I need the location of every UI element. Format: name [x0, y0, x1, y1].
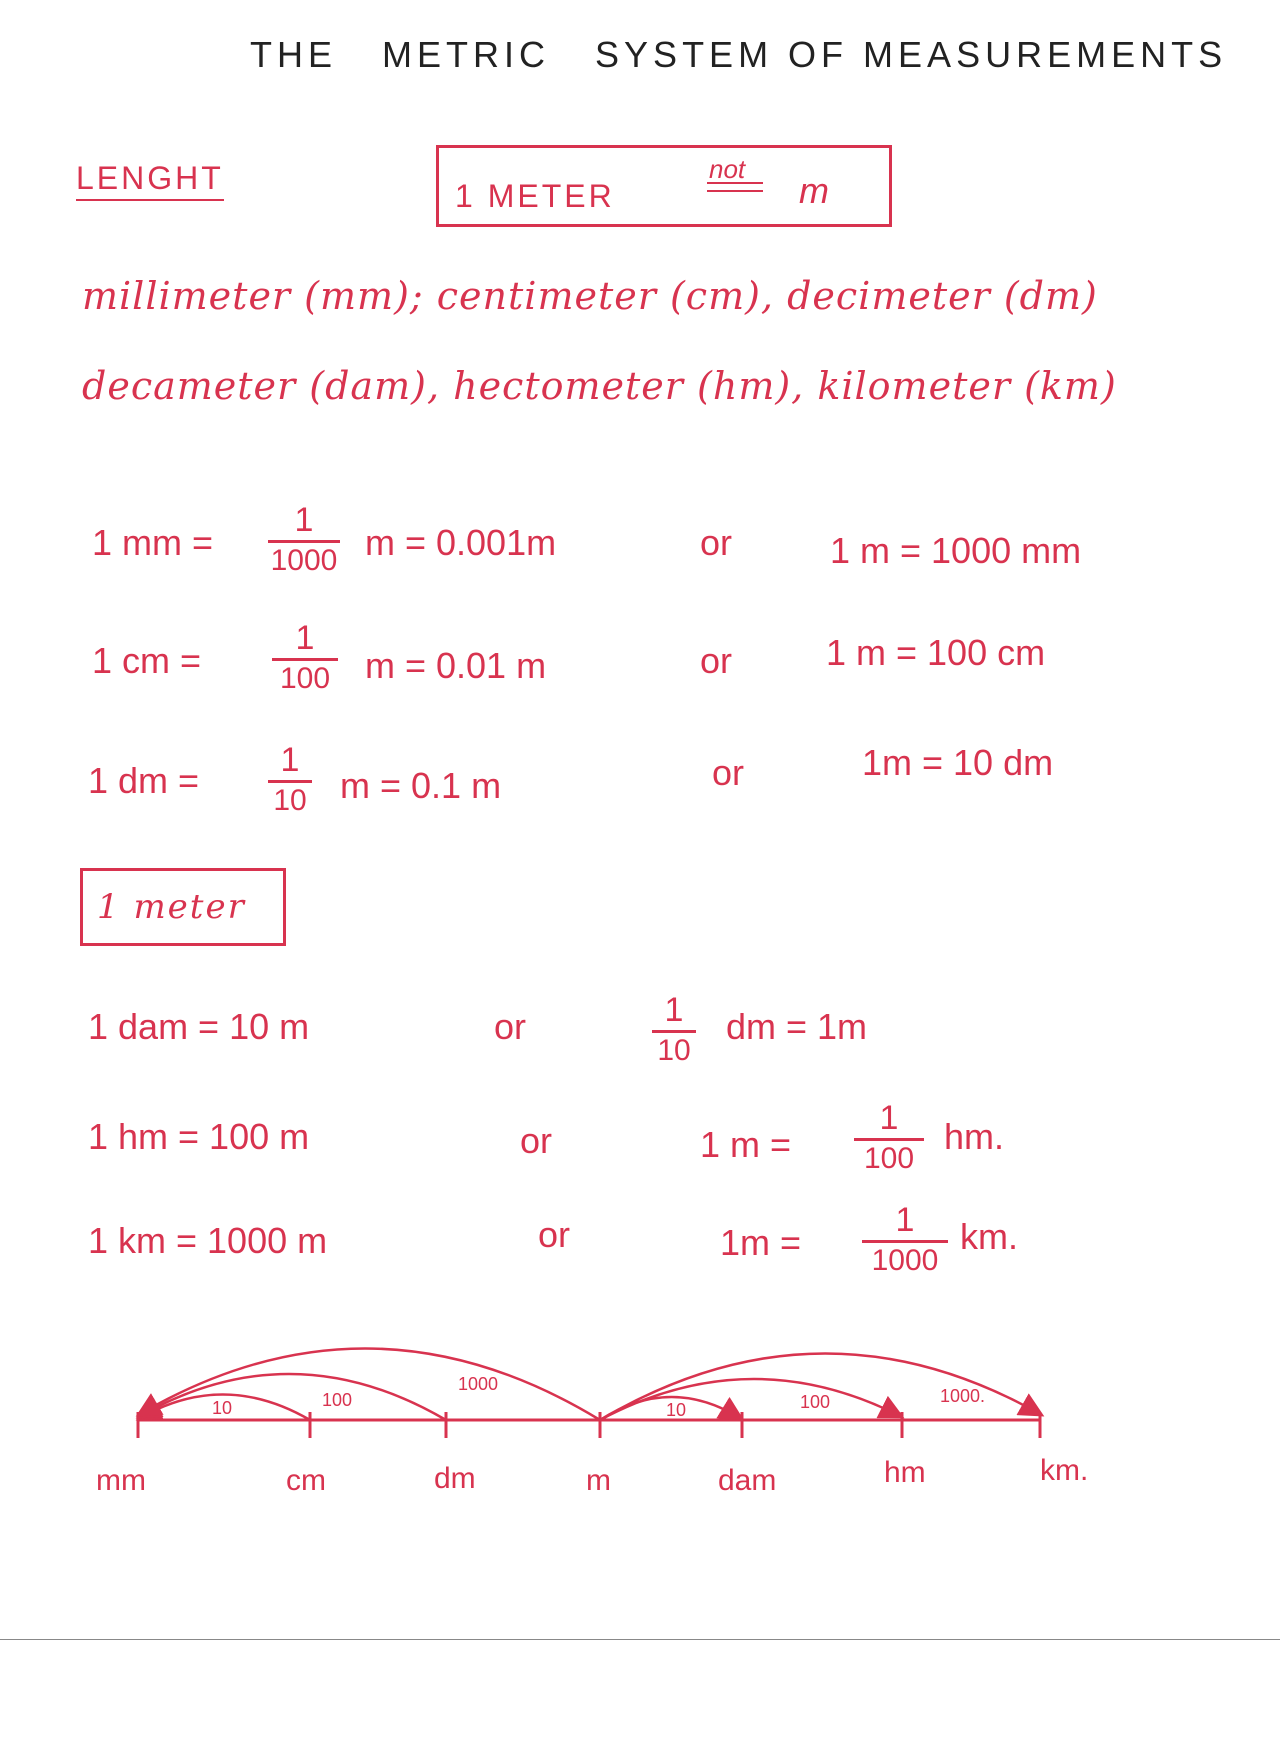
scale-label: dam — [718, 1464, 777, 1497]
or-text: or — [494, 1006, 527, 1047]
arc-label: 10 — [666, 1400, 687, 1420]
or-text: or — [520, 1120, 553, 1161]
meter-label: 1 METER — [455, 178, 615, 214]
scale-label: dm — [434, 1462, 476, 1495]
title-word-metric: METRIC — [382, 34, 551, 75]
conversion-scale-diagram — [0, 1320, 1280, 1520]
fraction — [652, 992, 696, 1067]
row-right: 1m = 10 dm — [862, 742, 1054, 783]
or-text: or — [712, 752, 745, 793]
row-value: km. — [960, 1216, 1018, 1257]
fraction-denominator: 10 — [273, 784, 307, 817]
row-pre: 1 m = — [700, 1124, 792, 1165]
row-value: m = 0.001m — [365, 522, 557, 563]
row-left: 1 dam = 10 m — [88, 1006, 310, 1047]
fraction-denominator: 100 — [279, 662, 331, 695]
fraction — [854, 1100, 924, 1175]
row-left: 1 dm = — [88, 760, 200, 801]
fraction — [272, 620, 338, 695]
page-title — [250, 34, 1250, 76]
arc-dm-to-mm — [140, 1374, 446, 1420]
fraction-denominator: 100 — [863, 1142, 915, 1175]
or-text: or — [700, 522, 733, 563]
fraction-bar — [862, 1240, 948, 1243]
row-value: m = 0.1 m — [340, 765, 502, 806]
fraction-bar — [272, 658, 338, 661]
arc-m-to-hm — [600, 1379, 900, 1420]
units-line-2: decameter (dam), hectometer (hm), kilometer (km) — [82, 364, 1117, 408]
equals-line-top — [707, 182, 763, 184]
fraction-numerator: 1 — [664, 991, 684, 1029]
fraction-numerator: 1 — [294, 501, 314, 539]
fraction-bar — [268, 540, 340, 543]
fraction-numerator: 1 — [280, 741, 300, 779]
fraction — [268, 742, 312, 817]
scale-label: cm — [286, 1464, 326, 1497]
meter-box-small — [80, 868, 286, 946]
scale-label: mm — [96, 1464, 146, 1497]
scale-label: km. — [1040, 1454, 1089, 1487]
units-line-1: millimeter (mm); centimeter (cm), decimeter (dm) — [82, 274, 1098, 318]
fraction-numerator: 1 — [895, 1201, 915, 1239]
row-left: 1 hm = 100 m — [88, 1116, 310, 1157]
scale-label: m — [586, 1464, 611, 1497]
fraction-bar — [652, 1030, 696, 1033]
row-left: 1 cm = — [92, 640, 202, 681]
or-text: or — [538, 1214, 571, 1255]
meter-symbol: m — [799, 170, 829, 211]
row-right: 1 m = 100 cm — [826, 632, 1046, 673]
row-right: 1 m = 1000 mm — [830, 530, 1082, 571]
fraction — [862, 1202, 948, 1277]
arc-label: 1000 — [458, 1374, 499, 1394]
not-note: not — [709, 154, 746, 184]
equals-line-bottom — [707, 190, 763, 192]
or-text: or — [700, 640, 733, 681]
meter-box-small-label: 1 meter — [97, 887, 246, 927]
arc-label: 10 — [212, 1398, 233, 1418]
arc-label: 100 — [322, 1390, 353, 1410]
fraction — [268, 502, 340, 577]
row-pre: 1m = — [720, 1222, 802, 1263]
fraction-bar — [268, 780, 312, 783]
length-heading: LENGHT — [76, 160, 224, 201]
row-left: 1 mm = — [92, 522, 214, 563]
fraction-bar — [854, 1138, 924, 1141]
row-value: m = 0.01 m — [365, 645, 547, 686]
scale-label: hm — [884, 1456, 926, 1489]
row-value: dm = 1m — [726, 1006, 868, 1047]
fraction-denominator: 10 — [657, 1034, 691, 1067]
bottom-divider — [0, 1639, 1280, 1640]
row-value: hm. — [944, 1116, 1005, 1157]
arc-m-to-mm — [140, 1348, 600, 1420]
fraction-numerator: 1 — [879, 1099, 899, 1137]
row-left: 1 km = 1000 m — [88, 1220, 328, 1261]
title-word-the: THE — [250, 34, 337, 75]
fraction-denominator: 1000 — [270, 544, 338, 577]
meter-definition-box — [436, 145, 892, 227]
arc-label: 1000. — [940, 1386, 986, 1406]
arc-label: 100 — [800, 1392, 831, 1412]
title-rest: SYSTEM OF MEASUREMENTS — [595, 34, 1228, 75]
fraction-numerator: 1 — [295, 619, 315, 657]
fraction-denominator: 1000 — [871, 1244, 939, 1277]
